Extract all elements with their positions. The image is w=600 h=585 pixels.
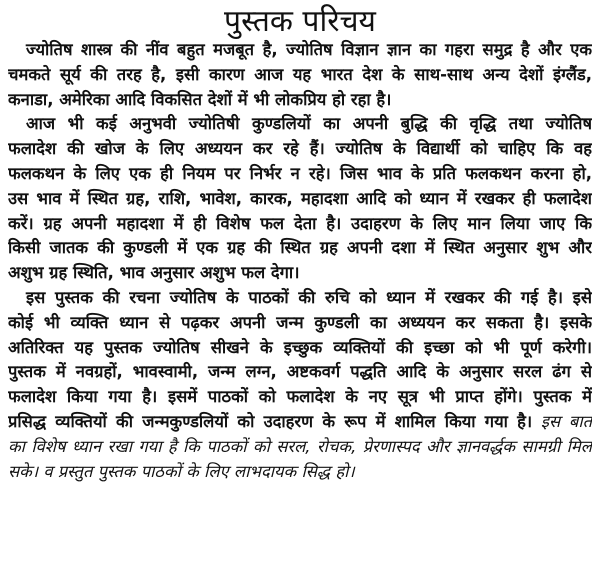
paragraph-line: फलादेश किया गया है। इसमें पाठकों को फलादेश के नए सूत्र भी प्राप्त होंगे। पुस्तक में — [8, 387, 592, 407]
italic-line: सके। व प्रस्तुत पुस्तक पाठकों के लिए लाभदायक सिद्ध हो। — [8, 461, 355, 481]
paragraph-line: कनाडा, अमेरिका आदि विकसित देशों में भी लोकप्रिय हो रहा है। — [8, 89, 392, 109]
paragraph-line: फलादेश की खोज के लिए अध्ययन कर रहे हैं। ज्योतिष के विद्यार्थी को चाहिए कि वह — [8, 139, 592, 159]
paragraph-line: पुस्तक में नवग्रहों, भावस्वामी, जन्म लग्न, अष्टकवर्ग पद्धति आदि के अनुसार सरल ढंग से — [8, 362, 592, 382]
document-body — [8, 38, 592, 484]
paragraph-line: इस पुस्तक की रचना ज्योतिष के पाठकों की रुचि को ध्यान में रखकर की गई है। इसे — [26, 287, 592, 307]
paragraph-line: आज भी कई अनुभवी ज्योतिषी कुण्डलियों का अपनी बुद्धि की वृद्धि तथा ज्योतिष — [26, 114, 592, 134]
italic-line: का विशेष ध्यान रखा गया है कि पाठकों को सरल, रोचक, प्रेरणास्पद और ज्ञानवर्द्धक सामग्री मिल — [8, 436, 592, 456]
paragraph-line — [8, 410, 592, 435]
paragraph-line: चमकते सूर्य की तरह है, इसी कारण आज यह भारत देश के साथ-साथ अन्य देशों इंग्लैंड, — [8, 64, 592, 84]
paragraph-line: किसी जातक की कुण्डली में एक ग्रह की स्थित ग्रह अपनी दशा में स्थित अनुसार शुभ और — [8, 238, 592, 258]
italic-text: इस बात — [532, 411, 592, 431]
paragraph-line: अतिरिक्त यह पुस्तक ज्योतिष सीखने के इच्छुक व्यक्तियों की इच्छा को भी पूर्ण करेगी। — [8, 337, 592, 357]
paragraph-text: प्रसिद्ध व्यक्तियों की जन्मकुण्डलियों को उदाहरण के रूप में शामिल किया गया है। — [8, 411, 533, 431]
page-title: पुस्तक परिचय — [224, 4, 376, 39]
paragraph-line: फलकथन के लिए एक ही नियम पर निर्भर न रहे। जिस भाव के प्रति फलकथन करना हो, — [8, 163, 592, 183]
paragraph-line: अशुभ ग्रह स्थिति, भाव अनुसार अशुभ फल देगा। — [8, 263, 300, 283]
paragraph-line: ज्योतिष शास्त्र की नींव बहुत मजबूत है, ज्योतिष विज्ञान ज्ञान का गहरा समुद्र है और एक — [26, 40, 592, 59]
paragraph-line: उस भाव में स्थित ग्रह, राशि, भावेश, कारक, महादशा आदि को ध्यान में रखकर ही फलादेश — [8, 188, 592, 208]
paragraph-line: कोई भी व्यक्ति ध्यान से पढ़कर अपनी जन्म कुण्डली का अध्ययन कर सकता है। इसके — [8, 312, 592, 332]
paragraph-line: करें। ग्रह अपनी महादशा में ही विशेष फल देता है। उदाहरण के लिए मान लिया जाए कि — [8, 213, 592, 233]
